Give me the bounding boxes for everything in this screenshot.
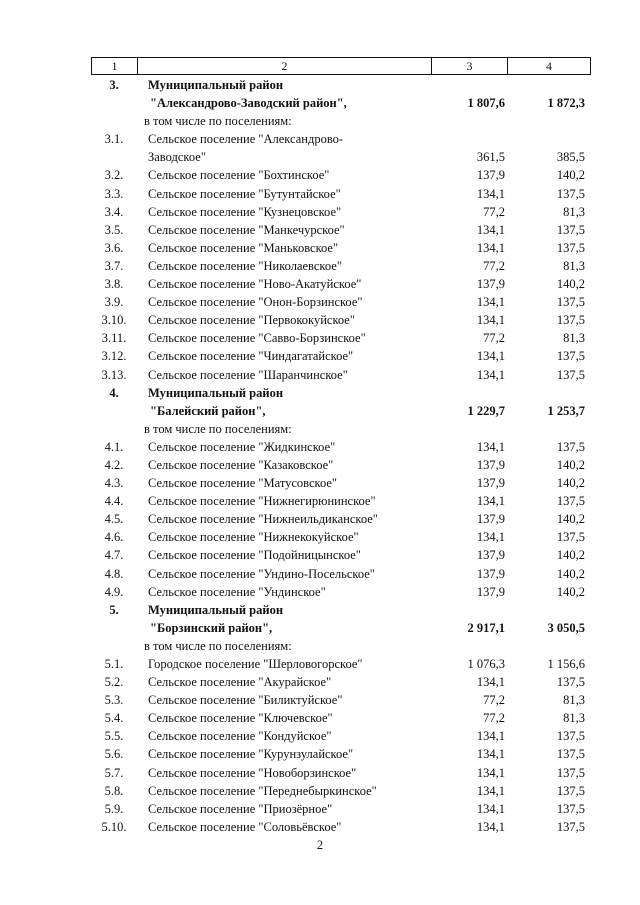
row-number: 5.5. <box>104 729 124 744</box>
row-name: Муниципальный район <box>148 78 284 92</box>
row-value-col3: 137,9 <box>476 476 505 491</box>
table-row <box>91 221 591 239</box>
table-row <box>91 366 591 384</box>
row-value-col4: 137,5 <box>556 222 585 237</box>
row-name: Муниципальный район <box>148 602 284 617</box>
table-row <box>91 492 591 510</box>
table-row <box>91 347 591 365</box>
row-number: 5.9. <box>104 801 124 816</box>
row-number: 3.7. <box>104 258 124 273</box>
row-name: Сельское поселение "Приозёрное" <box>148 801 333 816</box>
table-row <box>91 510 591 528</box>
row-number: 4. <box>109 385 119 400</box>
row-number: 4.3. <box>104 476 124 491</box>
row-value-col4: 137,5 <box>556 675 585 690</box>
row-value-col4: 137,5 <box>556 729 585 744</box>
table-row <box>91 185 591 203</box>
row-name: Сельское поселение "Савво-Борзинское" <box>148 331 366 346</box>
row-value-col3: 137,9 <box>476 457 505 472</box>
table-row <box>91 203 591 221</box>
row-value-col4: 81,3 <box>563 204 585 219</box>
row-value-col4: 137,5 <box>556 783 585 798</box>
header-col-1: 1 <box>92 58 138 74</box>
row-number: 5.7. <box>104 765 124 780</box>
row-number: 3. <box>109 78 119 92</box>
row-name: Сельское поселение "Шаранчинское" <box>148 367 348 382</box>
row-name: Сельское поселение "Подойницынское" <box>148 548 361 563</box>
table-row <box>91 384 591 402</box>
row-value-col4: 140,2 <box>556 566 585 581</box>
row-name: в том числе по поселениям: <box>144 421 292 436</box>
row-number: 5.8. <box>104 783 124 798</box>
row-number: 5.3. <box>104 693 124 708</box>
row-name: Сельское поселение "Соловьёвское" <box>148 819 342 834</box>
row-number: 4.7. <box>104 548 124 563</box>
row-name: Сельское поселение "Первококуйское" <box>148 313 355 328</box>
row-value-col3: 134,1 <box>476 765 505 780</box>
table-row <box>91 764 591 782</box>
row-number: 4.8. <box>104 566 124 581</box>
row-value-col4: 140,2 <box>556 457 585 472</box>
row-value-col3: 137,9 <box>476 277 505 292</box>
row-name: Сельское поселение "Ундино-Посельское" <box>148 566 375 581</box>
row-name: Муниципальный район <box>148 385 284 400</box>
header-col-3: 3 <box>432 58 508 74</box>
row-value-col4: 137,5 <box>556 530 585 545</box>
row-number: 4.9. <box>104 584 124 599</box>
row-value-col4: 137,5 <box>556 801 585 816</box>
row-value-col3: 134,1 <box>476 295 505 310</box>
row-name: Сельское поселение "Александрово- <box>148 132 344 147</box>
table-row <box>91 148 591 166</box>
table-row <box>91 655 591 673</box>
page-number: 2 <box>316 838 324 852</box>
row-number: 3.2. <box>104 168 124 183</box>
table-row <box>91 782 591 800</box>
row-name: в том числе по поселениям: <box>144 638 292 653</box>
row-number: 4.1. <box>104 439 124 454</box>
table-row <box>91 673 591 691</box>
row-name: Сельское поселение "Ундинское" <box>148 584 326 599</box>
row-name: Сельское поселение "Переднебыркинское" <box>148 783 377 798</box>
table-row <box>91 257 591 275</box>
table-row <box>91 601 591 619</box>
row-value-col4: 81,3 <box>563 331 585 346</box>
row-name: "Борзинский район", <box>150 620 273 635</box>
row-value-col4: 137,5 <box>556 240 585 255</box>
row-value-col4: 81,3 <box>563 258 585 273</box>
row-value-col3: 77,2 <box>483 693 505 708</box>
table-row <box>91 565 591 583</box>
table-row <box>91 166 591 184</box>
row-value-col3: 134,1 <box>476 530 505 545</box>
table-row <box>91 456 591 474</box>
row-number: 4.6. <box>104 530 124 545</box>
row-value-col3: 1 229,7 <box>467 403 505 418</box>
row-value-col3: 361,5 <box>476 150 505 165</box>
row-number: 5.10. <box>101 819 127 834</box>
row-number: 3.5. <box>104 222 124 237</box>
row-value-col4: 137,5 <box>556 295 585 310</box>
table-row <box>91 637 591 655</box>
table-row <box>91 709 591 727</box>
row-name: Сельское поселение "Бутунтайское" <box>148 186 341 201</box>
row-number: 3.6. <box>104 240 124 255</box>
row-value-col4: 3 050,5 <box>547 620 585 635</box>
row-name: Сельское поселение "Кузнецовское" <box>148 204 342 219</box>
row-value-col3: 137,9 <box>476 566 505 581</box>
table-row <box>91 311 591 329</box>
row-name: Сельское поселение "Ключевское" <box>148 711 333 726</box>
table-row <box>91 691 591 709</box>
table-row <box>91 745 591 763</box>
row-name: Сельское поселение "Казаковское" <box>148 457 334 472</box>
table-row <box>91 474 591 492</box>
row-name: Сельское поселение "Онон-Борзинское" <box>148 295 363 310</box>
row-name: Сельское поселение "Акурайское" <box>148 675 332 690</box>
table-row <box>91 239 591 257</box>
table-header <box>91 57 591 75</box>
row-value-col3: 134,1 <box>476 240 505 255</box>
row-value-col3: 134,1 <box>476 494 505 509</box>
table-row <box>91 130 591 148</box>
row-value-col3: 137,9 <box>476 548 505 563</box>
row-name: Сельское поселение "Курунзулайское" <box>148 747 354 762</box>
row-value-col3: 137,9 <box>476 584 505 599</box>
row-name: Сельское поселение "Манкечурское" <box>148 222 345 237</box>
row-value-col3: 134,1 <box>476 186 505 201</box>
row-name: Сельское поселение "Бохтинское" <box>148 168 330 183</box>
row-value-col4: 137,5 <box>556 313 585 328</box>
row-number: 4.4. <box>104 494 124 509</box>
header-col-2: 2 <box>138 58 432 74</box>
row-name: Сельское поселение "Кондуйское" <box>148 729 332 744</box>
row-name: Сельское поселение "Ново-Акатуйское" <box>148 277 362 292</box>
table-row <box>91 438 591 456</box>
row-name: Сельское поселение "Нижнекокуйское" <box>148 530 359 545</box>
row-number: 4.5. <box>104 512 124 527</box>
table-row <box>91 329 591 347</box>
row-value-col3: 77,2 <box>483 258 505 273</box>
row-value-col3: 77,2 <box>483 204 505 219</box>
row-name: "Александрово-Заводский район", <box>150 96 347 111</box>
row-value-col4: 137,5 <box>556 747 585 762</box>
row-value-col4: 137,5 <box>556 349 585 364</box>
row-value-col4: 140,2 <box>556 168 585 183</box>
row-value-col4: 137,5 <box>556 765 585 780</box>
row-value-col4: 140,2 <box>556 512 585 527</box>
row-number: 5. <box>109 602 119 617</box>
table-row <box>91 546 591 564</box>
row-value-col3: 137,9 <box>476 168 505 183</box>
row-name: Сельское поселение "Биликтуйское" <box>148 693 343 708</box>
row-value-col3: 77,2 <box>483 711 505 726</box>
table-body <box>91 76 591 836</box>
row-name: Сельское поселение "Нижнеильдиканское" <box>148 512 378 527</box>
table-row <box>91 583 591 601</box>
row-name: Сельское поселение "Маньковское" <box>148 240 339 255</box>
table-row <box>91 727 591 745</box>
row-value-col3: 134,1 <box>476 783 505 798</box>
row-value-col3: 134,1 <box>476 801 505 816</box>
table-row <box>91 528 591 546</box>
row-number: 3.3. <box>104 186 124 201</box>
row-value-col3: 137,9 <box>476 512 505 527</box>
row-value-col4: 81,3 <box>563 693 585 708</box>
row-value-col4: 137,5 <box>556 494 585 509</box>
row-value-col4: 140,2 <box>556 476 585 491</box>
row-value-col4: 1 872,3 <box>547 96 585 111</box>
row-name: Городское поселение "Шерловогорское" <box>148 657 363 671</box>
row-value-col4: 140,2 <box>556 584 585 599</box>
row-value-col3: 1 076,3 <box>467 657 505 671</box>
row-value-col3: 134,1 <box>476 747 505 762</box>
row-value-col4: 140,2 <box>556 548 585 563</box>
row-value-col4: 140,2 <box>556 277 585 292</box>
row-name: Сельское поселение "Жидкинское" <box>148 439 336 454</box>
row-number: 3.13. <box>101 367 127 382</box>
row-number: 3.1. <box>104 132 124 147</box>
table-row <box>91 818 591 836</box>
row-number: 3.4. <box>104 204 124 219</box>
row-number: 3.8. <box>104 277 124 292</box>
row-value-col4: 137,5 <box>556 367 585 382</box>
row-value-col3: 134,1 <box>476 349 505 364</box>
table-row <box>91 112 591 130</box>
table-row <box>91 420 591 438</box>
row-name: Сельское поселение "Нижнегирюнинское" <box>148 494 376 509</box>
row-number: 3.11. <box>101 331 127 346</box>
row-number: 3.12. <box>101 349 127 364</box>
row-value-col3: 2 917,1 <box>467 620 505 635</box>
row-name: Сельское поселение "Матусовское" <box>148 476 338 491</box>
row-value-col3: 134,1 <box>476 313 505 328</box>
row-value-col4: 385,5 <box>556 150 585 165</box>
row-value-col4: 137,5 <box>556 439 585 454</box>
table-row <box>91 293 591 311</box>
row-value-col4: 137,5 <box>556 819 585 834</box>
row-name: Сельское поселение "Чиндагатайское" <box>148 349 354 364</box>
row-value-col4: 1 156,6 <box>547 657 585 671</box>
row-value-col3: 134,1 <box>476 729 505 744</box>
row-name: Сельское поселение "Новоборзинское" <box>148 765 357 780</box>
table-row <box>91 76 591 94</box>
row-number: 5.2. <box>104 675 124 690</box>
row-value-col4: 137,5 <box>556 186 585 201</box>
row-value-col3: 134,1 <box>476 222 505 237</box>
row-number: 5.4. <box>104 711 124 726</box>
row-value-col3: 1 807,6 <box>467 96 505 111</box>
row-number: 5.6. <box>104 747 124 762</box>
row-name: в том числе по поселениям: <box>144 114 292 129</box>
header-col-4: 4 <box>546 58 552 73</box>
row-value-col4: 81,3 <box>563 711 585 726</box>
row-number: 5.1. <box>104 657 124 671</box>
row-value-col4: 1 253,7 <box>547 403 585 418</box>
row-number: 3.10. <box>101 313 127 328</box>
row-number: 3.9. <box>104 295 124 310</box>
row-value-col3: 77,2 <box>483 331 505 346</box>
row-value-col3: 134,1 <box>476 819 505 834</box>
table-row <box>91 275 591 293</box>
table-row <box>91 94 591 112</box>
row-value-col3: 134,1 <box>476 439 505 454</box>
row-value-col3: 134,1 <box>476 367 505 382</box>
row-name: Сельское поселение "Николаевское" <box>148 258 342 273</box>
table-row <box>91 800 591 818</box>
table-row <box>91 619 591 637</box>
row-name: Заводское" <box>148 150 206 165</box>
row-number: 4.2. <box>104 457 124 472</box>
row-value-col3: 134,1 <box>476 675 505 690</box>
row-name: "Балейский район", <box>150 403 266 418</box>
table-row <box>91 402 591 420</box>
